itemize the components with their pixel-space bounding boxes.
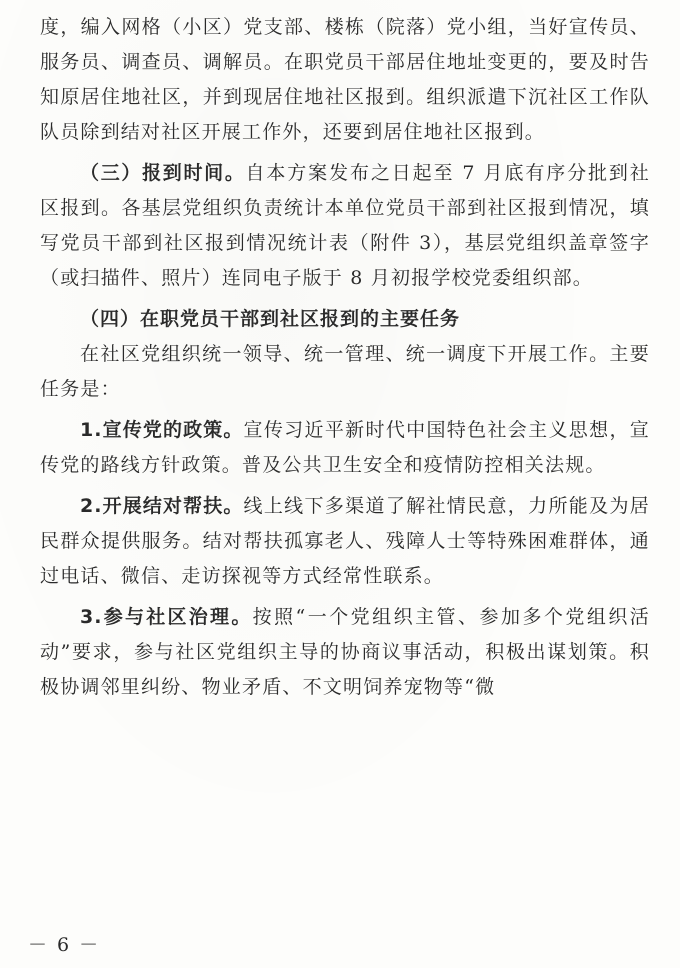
task-1-body: 宣传习近平新时代中国特色社会主义思想，宣传党的路线方针政策。普及公共卫生安全和疫情防控相关法规。 xyxy=(40,419,650,476)
section-4-heading: （四）在职党员干部到社区报到的主要任务 xyxy=(80,308,461,330)
paragraph-text: 度，编入网格（小区）党支部、楼栋（院落）党小组，当好宣传员、服务员、调查员、调解员。在职党员干部居住地址变更的，要及时告知原居住地社区，并到现居住地社区报到。组织派遣下沉社区工作队队员除到结对社区开展工作外，还要到居住地社区报到。 xyxy=(40,16,650,143)
task-3-paragraph xyxy=(40,600,650,705)
task-2-body: 线上线下多渠道了解社情民意，力所能及为居民群众提供服务。结对帮扶孤寡老人、残障人士等特殊困难群体，通过电话、微信、走访探视等方式经常性联系。 xyxy=(40,495,650,587)
section-3-heading: （三）报到时间。 xyxy=(80,162,246,184)
section-4-intro-paragraph xyxy=(40,337,650,407)
task-2-paragraph xyxy=(40,489,650,594)
task-1-paragraph xyxy=(40,413,650,483)
task-3-body: 按照“一个党组织主管、参加多个党组织活动”要求，参与社区党组织主导的协商议事活动，积极出谋划策。积极协调邻里纠纷、物业矛盾、不文明饲养宠物等“微 xyxy=(40,606,650,698)
document-body xyxy=(40,10,650,705)
task-2-heading: 2.开展结对帮扶。 xyxy=(80,495,244,517)
task-3-heading: 3.参与社区治理。 xyxy=(80,606,253,628)
section-3-paragraph xyxy=(40,156,650,296)
task-1-heading: 1.宣传党的政策。 xyxy=(80,419,244,441)
section-4-heading-paragraph xyxy=(40,302,650,337)
section-4-intro: 在社区党组织统一领导、统一管理、统一调度下开展工作。主要任务是： xyxy=(40,343,650,400)
page-number: － 6 － xyxy=(28,934,101,956)
section-3-body: 自本方案发布之日起至 7 月底有序分批到社区报到。各基层党组织负责统计本单位党员干部到社区报到情况，填写党员干部到社区报到情况统计表（附件 3），基层党组织盖章签字（或扫描件、照片）连同电子版于 8 月初报学校党委组织部。 xyxy=(40,162,650,289)
paragraph-continued xyxy=(40,10,650,150)
